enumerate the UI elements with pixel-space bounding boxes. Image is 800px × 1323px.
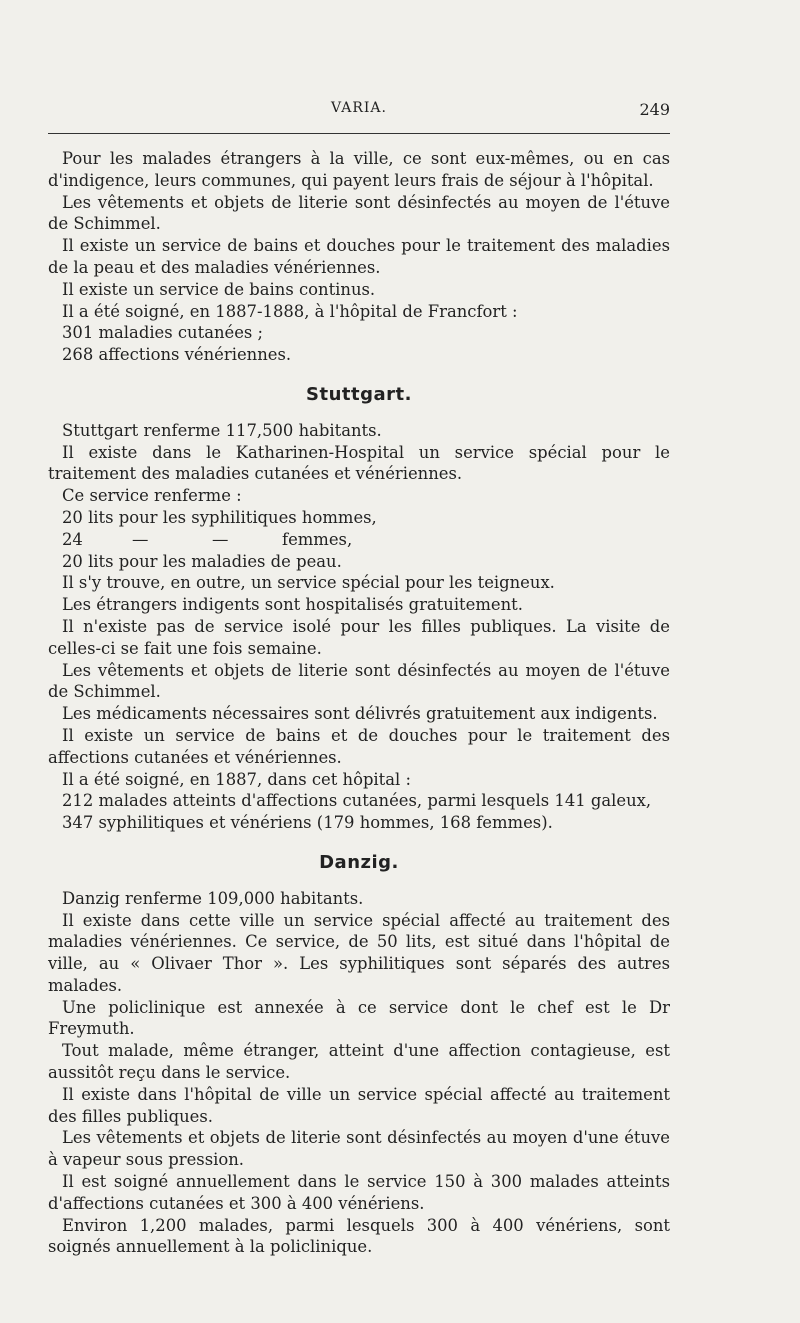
- paragraph: Il existe un service de bains et douches pour le traitement des maladies de la peau et des maladies vénériennes.: [48, 236, 670, 277]
- paragraph: Il existe dans l'hôpital de ville un service spécial affecté au traitement des filles publiques.: [48, 1084, 670, 1126]
- paragraph: Pour les malades étrangers à la ville, ce sont eux-mêmes, ou en cas d'indigence, leurs communes, qui payent leurs frais de séjour à l'hôpital.: [48, 149, 670, 190]
- ditto-mark: —: [212, 529, 229, 549]
- page-header: [48, 100, 670, 124]
- list-item: 301 maladies cutanées ;: [62, 323, 264, 343]
- paragraph: Tout malade, même étranger, atteint d'une affection contagieuse, est aussitôt reçu dans le service.: [48, 1041, 670, 1083]
- paragraph: Il est soigné annuellement dans le service 150 à 300 malades atteints d'affections cutanées et 300 à 400 vénériens.: [48, 1172, 670, 1213]
- paragraph: Il s'y trouve, en outre, un service spécial pour les teigneux.: [62, 573, 555, 593]
- paragraph: Il n'existe pas de service isolé pour les filles publiques. La visite de celles-ci se fait une fois semaine.: [48, 616, 670, 658]
- paragraph: Les vêtements et objets de literie sont désinfectés au moyen d'une étuve à vapeur sous pression.: [48, 1128, 670, 1170]
- paragraph: Il existe un service de bains continus.: [62, 279, 376, 299]
- paragraph: Les vêtements et objets de literie sont désinfectés au moyen de l'étuve de Schimmel.: [48, 192, 670, 234]
- list-item: 20 lits pour les syphilitiques hommes,: [62, 507, 377, 527]
- list-item: 347 syphilitiques et vénériens (179 hommes, 168 femmes).: [62, 813, 553, 833]
- running-title: VARIA.: [331, 100, 387, 116]
- paragraph: Les médicaments nécessaires sont délivrés gratuitement aux indigents.: [62, 704, 658, 724]
- paragraph: Il existe dans cette ville un service spécial affecté au traitement des maladies vénériennes. Ce service, de 50 lits, est situé dans l'hôpital de ville, au « Olivaer Thor ». Les syphilitiques sont séparés des autres malades.: [48, 910, 670, 995]
- list-item: 212 malades atteints d'affections cutanées, parmi lesquels 141 galeux,: [62, 791, 652, 811]
- paragraph: Les vêtements et objets de literie sont désinfectés au moyen de l'étuve de Schimmel.: [48, 660, 670, 702]
- paragraph: Environ 1,200 malades, parmi lesquels 300 à 400 vénériens, sont soignés annuellement à la policlinique.: [48, 1215, 670, 1257]
- paragraph: Il a été soigné, en 1887-1888, à l'hôpital de Francfort :: [62, 301, 518, 321]
- paragraph: Il existe dans le Katharinen-Hospital un service spécial pour le traitement des maladies cutanées et vénériennes.: [48, 442, 670, 484]
- paragraph: Ce service renferme :: [62, 486, 242, 506]
- ditto-mark: —: [132, 529, 149, 549]
- header-rule: [48, 133, 670, 134]
- page-number: 249: [639, 100, 670, 119]
- list-item: [48, 529, 670, 551]
- list-item: 20 lits pour les maladies de peau.: [62, 551, 342, 571]
- row-word: femmes,: [282, 529, 353, 549]
- paragraph: Il a été soigné, en 1887, dans cet hôpital :: [62, 769, 412, 789]
- section-title-danzig: Danzig.: [319, 851, 399, 873]
- paragraph: Une policlinique est annexée à ce service dont le chef est le Dr Freymuth.: [48, 997, 670, 1039]
- paragraph: Stuttgart renferme 117,500 habitants.: [62, 420, 382, 440]
- paragraph: Les étrangers indigents sont hospitalisés gratuitement.: [62, 595, 523, 615]
- section-title-stuttgart: Stuttgart.: [306, 383, 412, 405]
- paragraph: Il existe un service de bains et de douches pour le traitement des affections cutanées et vénériennes.: [48, 725, 670, 767]
- row-number: 24: [62, 529, 83, 549]
- page-body: [48, 148, 670, 1258]
- list-item: 268 affections vénériennes.: [62, 345, 292, 365]
- paragraph: Danzig renferme 109,000 habitants.: [62, 888, 364, 908]
